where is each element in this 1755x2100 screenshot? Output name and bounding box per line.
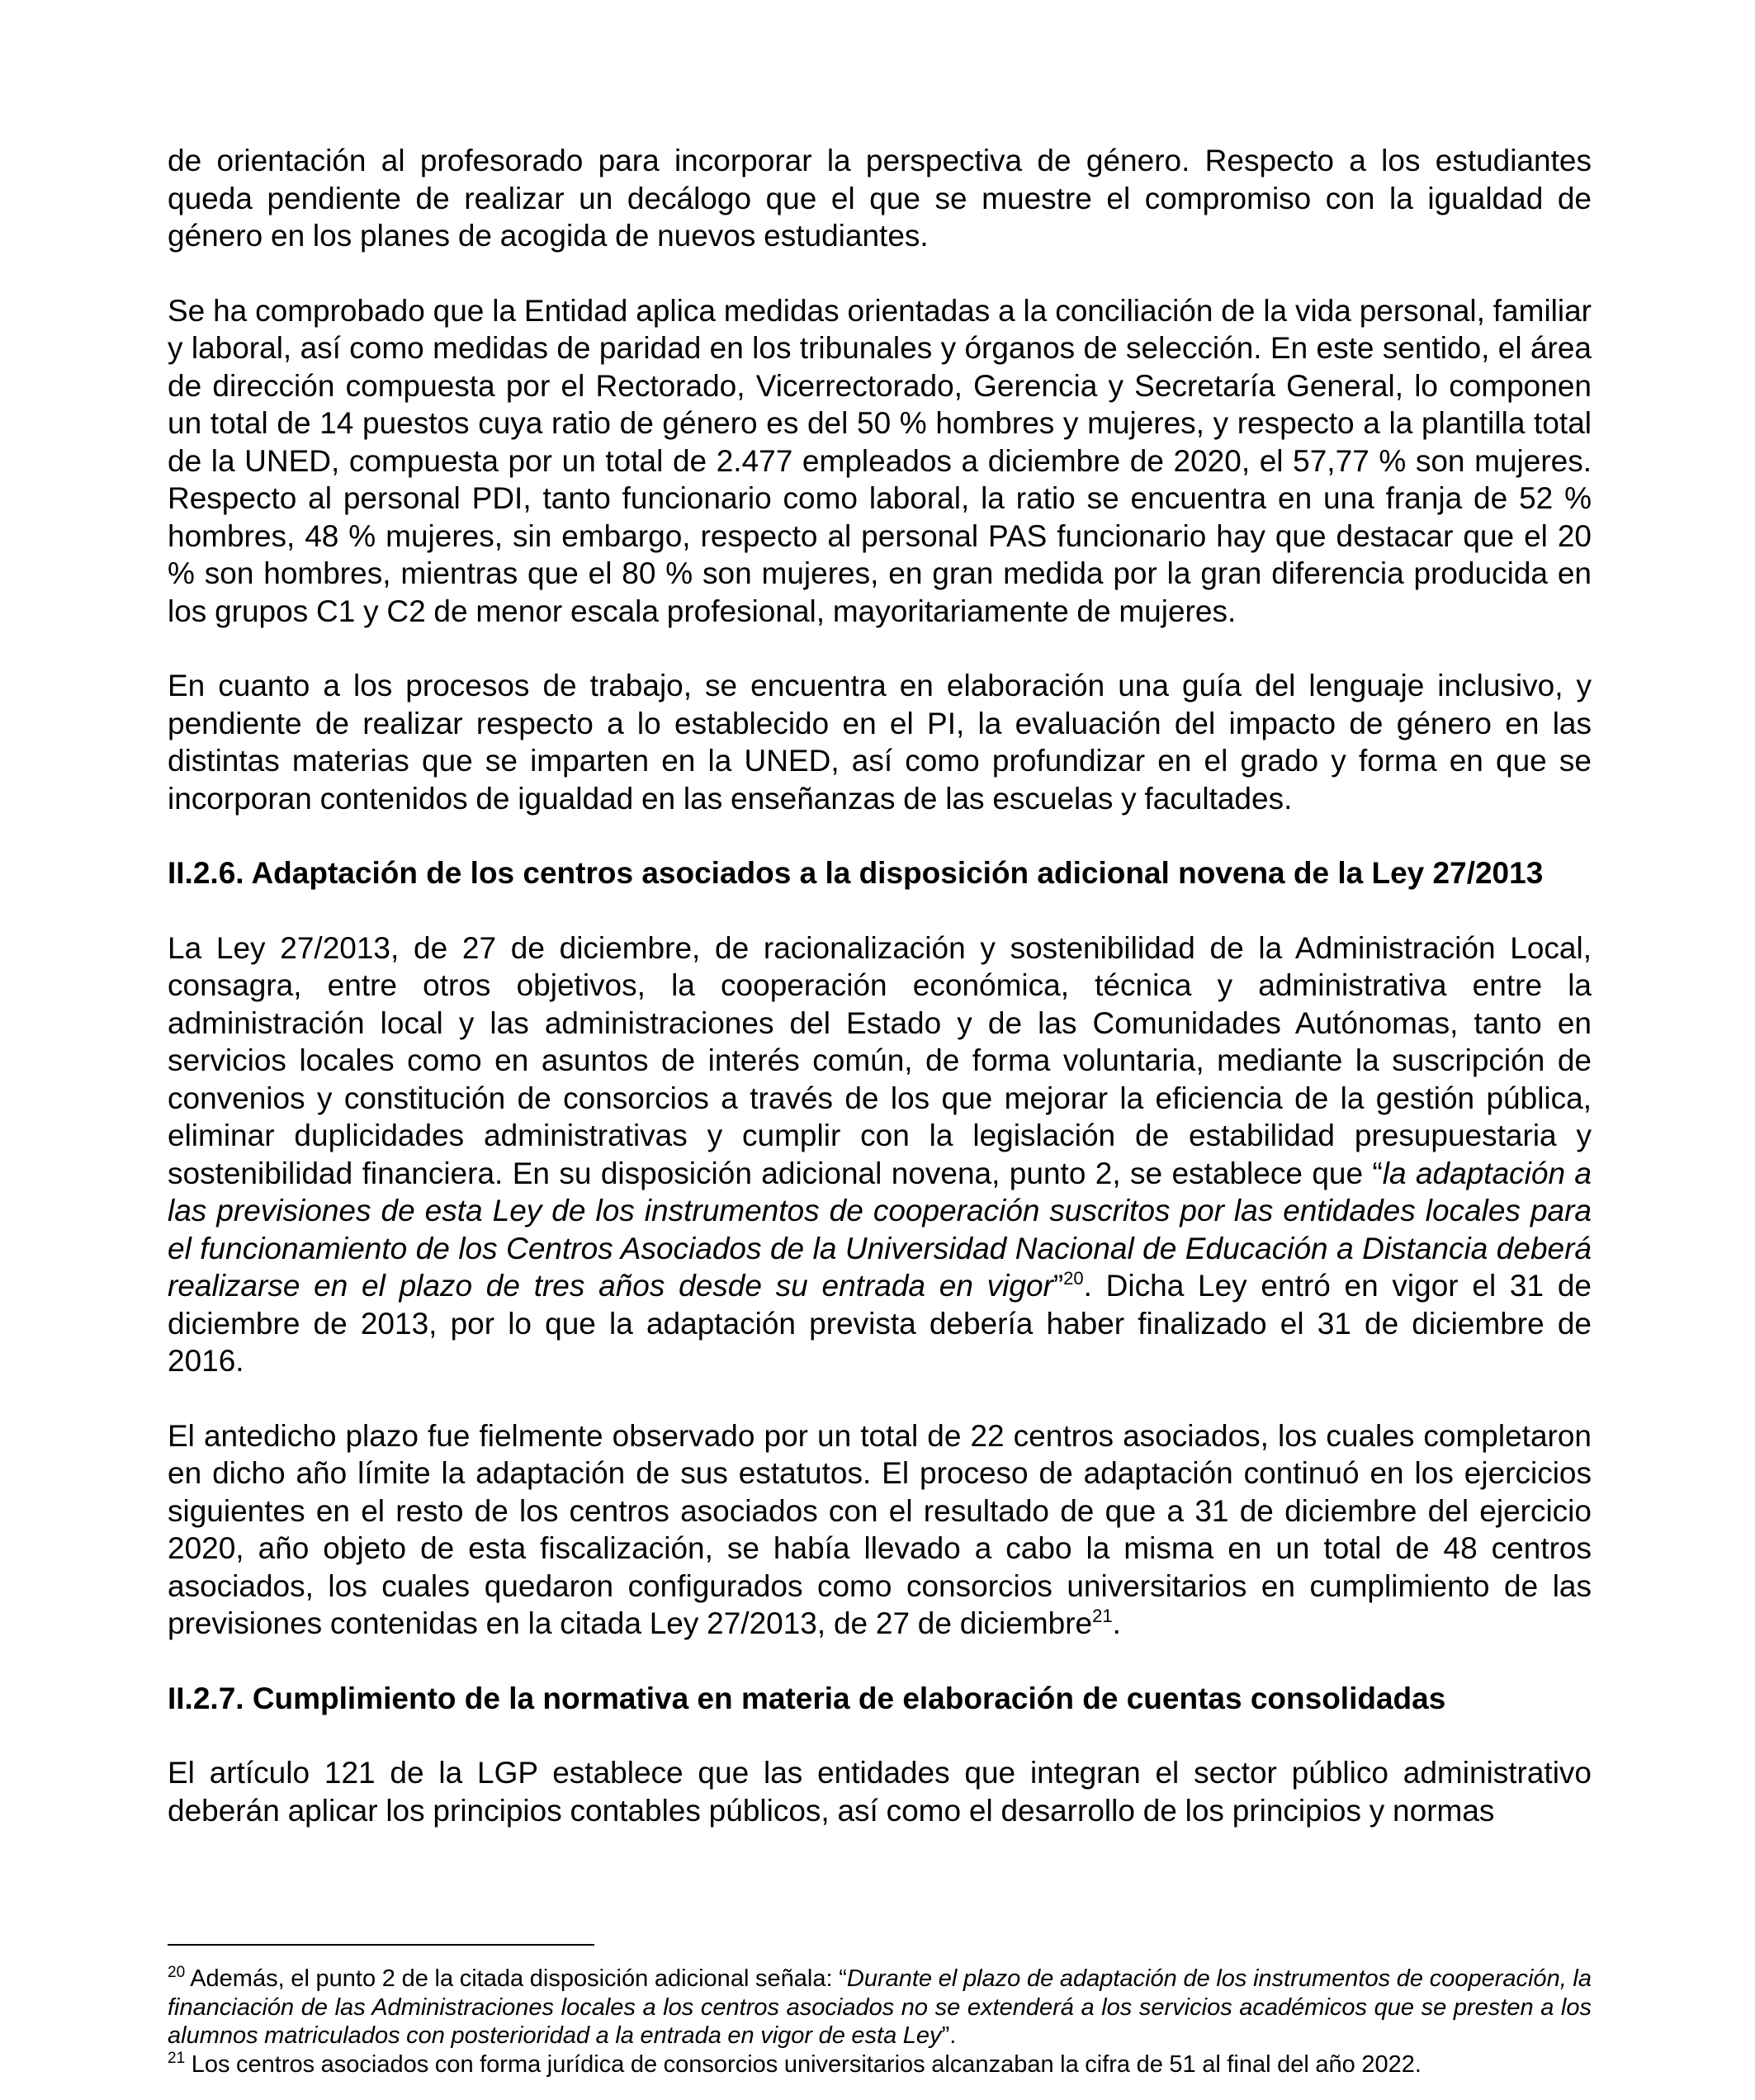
paragraph-gender-orientation: de orientación al profesorado para incorporar la perspectiva de género. Respecto a los estudiantes queda pendiente de realizar un decálogo que el que se muestre el compromiso con la igualdad de género en los planes de acogida de nuevos estudiantes. bbox=[168, 144, 1592, 253]
footnote-number-21: 21 bbox=[168, 2049, 186, 2067]
main-text bbox=[168, 142, 1592, 1829]
paragraph-work-processes: En cuanto a los procesos de trabajo, se encuentra en elaboración una guía del lenguaje inclusivo, y pendiente de realizar respecto a lo establecido en el PI, la evaluación del impacto de género en las distintas materias que se imparten en la UNED, así como profundizar en el grado y forma en que se incorporan contenidos de igualdad en las enseñanzas de las escuelas y facultades. bbox=[168, 669, 1592, 816]
footnote-21 bbox=[168, 2050, 1592, 2079]
ley-quote: la adaptación a las previsiones de esta Ley de los instrumentos de cooperación suscritos por las entidades locales para el funcionamiento de los Centros Asociados de la Universidad Nacional de Educación a Distancia deberá realizarse en el plazo de tres años desde su entrada en vigor bbox=[168, 1156, 1592, 1303]
footnote-ref-21[interactable]: 21 bbox=[1092, 1606, 1113, 1626]
footnote-separator bbox=[168, 1944, 594, 1946]
footnote-ref-20[interactable]: 20 bbox=[1063, 1268, 1084, 1289]
paragraph-conciliation-measures: Se ha comprobado que la Entidad aplica medidas orientadas a la conciliación de la vida personal, familiar y laboral, así como medidas de paridad en los tribunales y órganos de selección. En este sentido, el área de dirección compuesta por el Rectorado, Vicerrectorado, Gerencia y Secretaría General, lo componen un total de 14 puestos cuya ratio de género es del 50 % hombres y mujeres, y respecto a la plantilla total de la UNED, compuesta por un total de 2.477 empleados a diciembre de 2020, el 57,77 % son mujeres. Respecto al personal PDI, tanto funcionario como laboral, la ratio se encuentra en una franja de 52 % hombres, 48 % mujeres, sin embargo, respecto al personal PAS funcionario hay que destacar que el 20 % son hombres, mientras que el 80 % son mujeres, en gran medida por la gran diferencia producida en los grupos C1 y C2 de menor escala profesional, mayoritariamente de mujeres. bbox=[168, 293, 1592, 628]
footnote-20-close: ”. bbox=[941, 2022, 957, 2049]
ley-text-intro: La Ley 27/2013, de 27 de diciembre, de racionalización y sostenibilidad de la Administración Local, consagra, entre otros objetivos, la cooperación económica, técnica y administrativa entre la administración local y las administraciones del Estado y de las Comunidades Autónomas, tanto en servicios locales como en asuntos de interés común, de forma voluntaria, mediante la suscripción de convenios y constitución de consorcios a través de los que mejorar la eficiencia de la gestión pública, eliminar duplicidades administrativas y cumplir con la legislación de estabilidad presupuestaria y sostenibilidad financiera. En su disposición adicional novena, punto 2, se establece que “ bbox=[168, 930, 1592, 1190]
footnote-20-quote: Durante el plazo de adaptación de los instrumentos de cooperación, la financiación de las Administraciones locales a los centros asociados no se extenderá a los servicios académicos que se presten a los alumnos matriculados con posterioridad a la entrada en vigor de esta Ley bbox=[168, 1965, 1592, 2049]
footnote-number-20: 20 bbox=[168, 1964, 186, 1981]
ley-text-end: . Dicha Ley entró en vigor el 31 de diciembre de 2013, por lo que la adaptación prevista debería haber finalizado el 31 de diciembre de 2016. bbox=[168, 1269, 1592, 1378]
centros-text: El antedicho plazo fue fielmente observado por un total de 22 centros asociados, los cuales completaron en dicho año límite la adaptación de sus estatutos. El proceso de adaptación continuó en los ejercicios siguientes en el resto de los centros asociados con el resultado de que a 31 de diciembre del ejercicio 2020, año objeto de esta fiscalización, se había llevado a cabo la misma en un total de 48 centros asociados, los cuales quedaron configurados como consorcios universitarios en cumplimiento de las previsiones contenidas en la citada Ley 27/2013, de 27 de diciembre bbox=[168, 1418, 1592, 1640]
section-heading-2-2-7: II.2.7. Cumplimiento de la normativa en materia de elaboración de cuentas consolidadas bbox=[168, 1681, 1446, 1715]
footnote-20-text: Además, el punto 2 de la citada disposición adicional señala: “ bbox=[185, 1965, 847, 1992]
paragraph-ley-27-2013 bbox=[168, 929, 1592, 1380]
footnote-21-text: Los centros asociados con forma jurídica de consorcios universitarios alcanzaban la cifra de 51 al final del año 2022. bbox=[185, 2050, 1422, 2078]
centros-text-end: . bbox=[1112, 1606, 1121, 1640]
paragraph-centros-asociados bbox=[168, 1417, 1592, 1643]
footnote-20 bbox=[168, 1965, 1592, 2050]
ley-quote-close: ” bbox=[1053, 1269, 1064, 1303]
paragraph-articulo-121: El artículo 121 de la LGP establece que las entidades que integran el sector público administrativo deberán aplicar los principios contables públicos, así como el desarrollo de los principios y normas bbox=[168, 1756, 1592, 1828]
footnotes bbox=[168, 1965, 1592, 2079]
section-heading-2-2-6: II.2.6. Adaptación de los centros asociados a la disposición adicional novena de la Ley 27/2013 bbox=[168, 856, 1544, 890]
